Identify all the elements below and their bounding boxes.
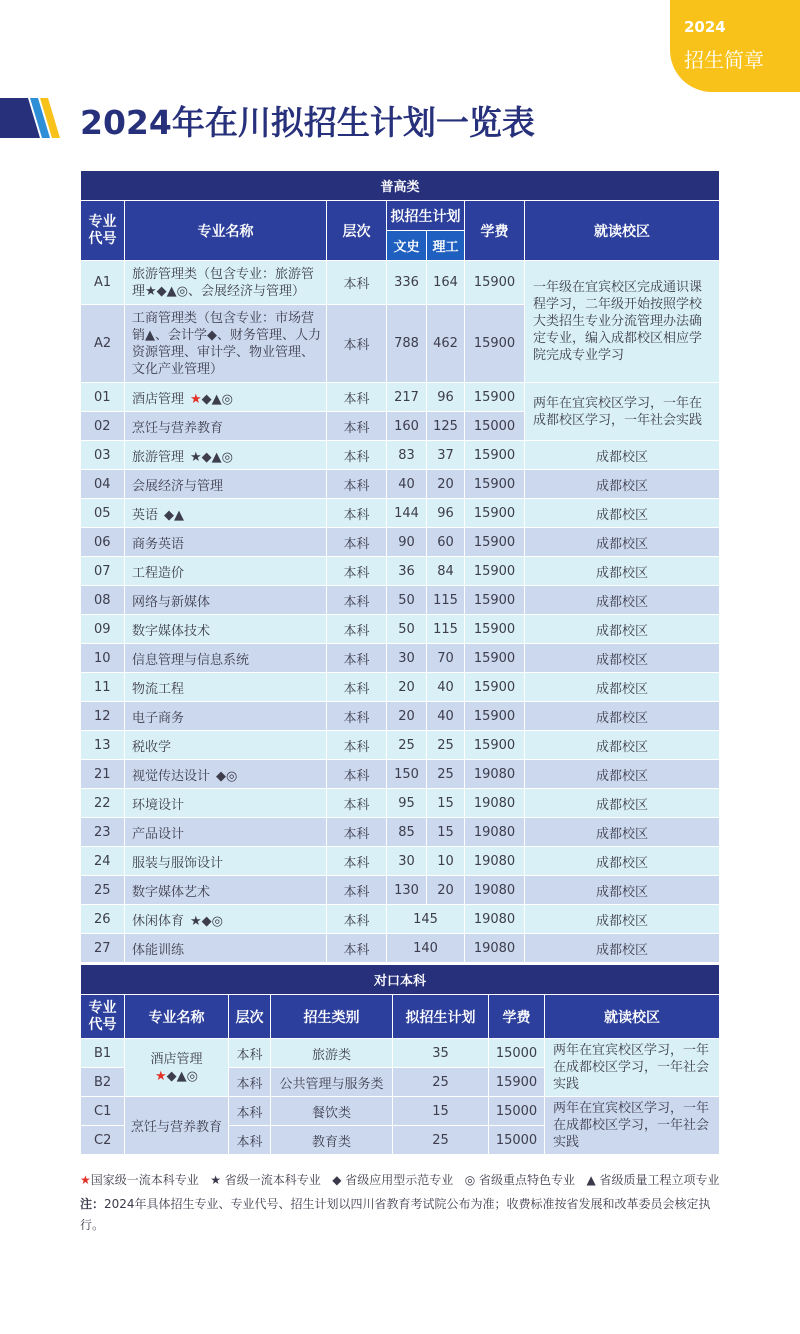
arts-cell: 788 [387,305,427,383]
fee-cell: 15900 [465,441,525,470]
major-marks: ★◆▲◎ [190,449,234,465]
name-cell [125,644,327,673]
table-row [81,847,720,876]
section-title: 普高类 [81,171,720,201]
science-cell: 96 [427,383,465,412]
arts-cell: 336 [387,261,427,305]
plan-cell: 25 [393,1068,489,1097]
major-name: 体能训练 [132,942,185,958]
science-cell: 25 [427,760,465,789]
footnote-text: 2024年具体招生专业、专业代号、招生计划以四川省教育考试院公布为准；收费标准按省发展和改革委员会核定执行。 [80,1197,711,1232]
fee-cell: 19080 [465,905,525,934]
fee-cell: 19080 [465,789,525,818]
code-cell: 07 [81,557,125,586]
campus-cell: 成都校区 [525,644,720,673]
name-cell [125,528,327,557]
page-title: 2024年在川拟招生计划一览表 [80,103,535,142]
level-cell: 本科 [327,847,387,876]
table-row [81,702,720,731]
fee-cell: 15900 [465,528,525,557]
name-cell [125,934,327,963]
code-cell: B2 [81,1068,125,1097]
table-row [81,644,720,673]
national-star-icon: ★ [80,1173,91,1187]
major-name: 网络与新媒体 [132,594,211,610]
fee-cell: 15900 [465,499,525,528]
fee-cell: 15900 [465,586,525,615]
science-cell: 20 [427,470,465,499]
vocational-admission-table [80,964,720,1155]
fee-cell: 15000 [465,412,525,441]
name-cell [125,731,327,760]
header-category: 招生类别 [271,995,393,1039]
table-row [81,731,720,760]
table-row [81,615,720,644]
header-campus: 就读校区 [525,201,720,261]
major-name: 数字媒体技术 [132,623,211,639]
code-cell: 12 [81,702,125,731]
arts-cell: 50 [387,615,427,644]
header-code: 专业代号 [81,201,125,261]
level-cell: 本科 [229,1126,271,1155]
code-cell: A2 [81,305,125,383]
arts-cell: 130 [387,876,427,905]
header-level: 层次 [327,201,387,261]
major-name: 服装与服饰设计 [132,855,224,871]
header-name: 专业名称 [125,201,327,261]
general-admission-table [80,170,720,963]
name-cell [125,818,327,847]
legend [80,1171,730,1188]
plan-cell: 15 [393,1097,489,1126]
major-name: 数字媒体艺术 [132,884,211,900]
science-cell: 115 [427,586,465,615]
header-plan: 拟招生计划 [387,201,465,231]
code-cell: 05 [81,499,125,528]
fee-cell: 15900 [465,644,525,673]
level-cell: 本科 [327,499,387,528]
code-cell: 01 [81,383,125,412]
major-name: 酒店管理 [150,1051,203,1067]
level-cell: 本科 [229,1068,271,1097]
name-cell [125,557,327,586]
table-header-row [81,995,720,1039]
fee-cell: 19080 [465,934,525,963]
code-cell: 25 [81,876,125,905]
arts-cell: 50 [387,586,427,615]
code-cell: A1 [81,261,125,305]
footnote-label: 注： [80,1197,105,1211]
science-cell: 40 [427,673,465,702]
plan-total-cell: 145 [387,905,465,934]
fee-cell: 15000 [489,1097,545,1126]
arts-cell: 20 [387,702,427,731]
campus-cell: 成都校区 [525,673,720,702]
major-name: 税收学 [132,739,172,755]
brand-year: 2024 [684,18,726,36]
header-level: 层次 [229,995,271,1039]
level-cell: 本科 [327,261,387,305]
fee-cell: 15000 [489,1039,545,1068]
major-marks: ★◆◎ [190,913,224,929]
code-cell: 24 [81,847,125,876]
level-cell: 本科 [327,934,387,963]
table-row [81,586,720,615]
level-cell: 本科 [327,731,387,760]
name-cell-group-c: 烹饪与营养教育 [125,1097,229,1155]
header-campus: 就读校区 [545,995,720,1039]
fee-cell: 19080 [465,847,525,876]
campus-cell-group-c: 两年在宜宾校区学习，一年在成都校区学习，一年社会实践 [545,1097,720,1155]
campus-cell-group-a: 一年级在宜宾校区完成通识课程学习，二年级开始按照学校大类招生专业分流管理办法确定专业，编入成都校区相应学院完成专业学习 [525,261,720,383]
arts-cell: 36 [387,557,427,586]
campus-cell: 成都校区 [525,818,720,847]
science-cell: 125 [427,412,465,441]
table-header-row [81,201,720,231]
name-cell [125,905,327,934]
national-star-icon: ★ [190,391,202,407]
level-cell: 本科 [229,1097,271,1126]
major-name: 工程造价 [132,565,185,581]
campus-cell: 成都校区 [525,499,720,528]
science-cell: 37 [427,441,465,470]
table-row [81,499,720,528]
title-stripes-decoration [0,98,60,138]
code-cell: 26 [81,905,125,934]
campus-cell: 成都校区 [525,441,720,470]
header-name: 专业名称 [125,995,229,1039]
table-row [81,528,720,557]
major-marks: ◆◎ [216,768,238,784]
code-cell: 21 [81,760,125,789]
major-name: 物流工程 [132,681,185,697]
category-cell: 教育类 [271,1126,393,1155]
footnote [80,1194,726,1236]
legend-item: ▲ 省级质量工程立项专业 [586,1173,720,1187]
major-name: 旅游管理 [132,449,185,465]
section-title: 对口本科 [81,965,720,995]
code-cell: 08 [81,586,125,615]
arts-cell: 25 [387,731,427,760]
level-cell: 本科 [327,586,387,615]
level-cell: 本科 [327,760,387,789]
arts-cell: 217 [387,383,427,412]
table-row [81,441,720,470]
campus-cell: 成都校区 [525,586,720,615]
legend-item: 国家级一流本科专业 [90,1173,199,1187]
campus-cell: 成都校区 [525,876,720,905]
name-cell [125,673,327,702]
legend-item: ◆ 省级应用型示范专业 [332,1173,454,1187]
name-cell [125,876,327,905]
plan-cell: 25 [393,1126,489,1155]
major-name: 英语 [132,507,159,523]
arts-cell: 30 [387,644,427,673]
name-cell [125,789,327,818]
name-cell [125,470,327,499]
arts-cell: 83 [387,441,427,470]
arts-cell: 150 [387,760,427,789]
science-cell: 10 [427,847,465,876]
campus-cell-group-b: 两年在宜宾校区学习，一年在成都校区学习，一年社会实践 [545,1039,720,1097]
brand-name: 招生简章 [684,48,764,72]
name-cell [125,412,327,441]
major-name: 电子商务 [132,710,185,726]
arts-cell: 30 [387,847,427,876]
code-cell: 09 [81,615,125,644]
level-cell: 本科 [327,557,387,586]
category-cell: 公共管理与服务类 [271,1068,393,1097]
major-name: 视觉传达设计 [132,768,211,784]
table-row [81,818,720,847]
major-name: 旅游管理类（包含专业：旅游管理★◆▲◎、会展经济与管理） [132,266,315,299]
name-cell [125,261,327,305]
campus-cell: 成都校区 [525,934,720,963]
major-name: 休闲体育 [132,913,185,929]
category-cell: 餐饮类 [271,1097,393,1126]
arts-cell: 20 [387,673,427,702]
plan-total-cell: 140 [387,934,465,963]
fee-cell: 15900 [465,615,525,644]
science-cell: 84 [427,557,465,586]
name-cell [125,760,327,789]
code-cell: C1 [81,1097,125,1126]
major-marks: ◆▲ [164,507,185,523]
name-cell [125,441,327,470]
name-cell [125,847,327,876]
fee-cell: 15900 [465,470,525,499]
level-cell: 本科 [327,702,387,731]
level-cell: 本科 [327,383,387,412]
name-cell-group-b [125,1039,229,1097]
national-star-icon: ★ [155,1068,167,1084]
arts-cell: 85 [387,818,427,847]
campus-cell: 成都校区 [525,789,720,818]
arts-cell: 144 [387,499,427,528]
science-cell: 60 [427,528,465,557]
name-cell [125,615,327,644]
header-fee: 学费 [465,201,525,261]
table-row [81,261,720,305]
science-cell: 462 [427,305,465,383]
major-name: 工商管理类（包含专业：市场营销▲、会计学◆、财务管理、人力资源管理、审计学、物业管理、文化产业管理） [132,310,321,377]
plan-cell: 35 [393,1039,489,1068]
table-row [81,905,720,934]
code-cell: 11 [81,673,125,702]
header-code: 专业代号 [81,995,125,1039]
major-name: 会展经济与管理 [132,478,224,494]
code-cell: 02 [81,412,125,441]
code-cell: B1 [81,1039,125,1068]
name-cell [125,586,327,615]
legend-item: ◎ 省级重点特色专业 [464,1173,576,1187]
code-cell: 23 [81,818,125,847]
brand-tab [670,0,800,92]
table-row [81,876,720,905]
code-cell: C2 [81,1126,125,1155]
major-name: 产品设计 [132,826,185,842]
science-cell: 164 [427,261,465,305]
science-cell: 70 [427,644,465,673]
campus-cell: 成都校区 [525,847,720,876]
code-cell: 22 [81,789,125,818]
campus-cell: 成都校区 [525,528,720,557]
level-cell: 本科 [327,644,387,673]
level-cell: 本科 [327,412,387,441]
science-cell: 20 [427,876,465,905]
section-header-row [81,965,720,995]
major-name: 环境设计 [132,797,185,813]
fee-cell: 19080 [465,876,525,905]
level-cell: 本科 [327,528,387,557]
fee-cell: 15900 [465,702,525,731]
level-cell: 本科 [327,615,387,644]
code-cell: 13 [81,731,125,760]
category-cell: 旅游类 [271,1039,393,1068]
table-row [81,1097,720,1126]
level-cell: 本科 [327,673,387,702]
table-row [81,470,720,499]
table-row [81,557,720,586]
table-row [81,760,720,789]
code-cell: 27 [81,934,125,963]
major-marks: ◆▲◎ [201,391,234,407]
table-row [81,789,720,818]
level-cell: 本科 [327,905,387,934]
fee-cell: 15900 [465,383,525,412]
fee-cell: 19080 [465,818,525,847]
major-name: 酒店管理 [132,391,185,407]
campus-cell: 成都校区 [525,470,720,499]
code-cell: 10 [81,644,125,673]
header-fee: 学费 [489,995,545,1039]
level-cell: 本科 [327,876,387,905]
level-cell: 本科 [327,305,387,383]
fee-cell: 15900 [465,673,525,702]
science-cell: 15 [427,818,465,847]
name-cell [125,383,327,412]
arts-cell: 90 [387,528,427,557]
code-cell: 06 [81,528,125,557]
campus-cell: 成都校区 [525,905,720,934]
header-plan: 拟招生计划 [393,995,489,1039]
fee-cell: 15000 [489,1126,545,1155]
major-name: 商务英语 [132,536,185,552]
campus-cell: 成都校区 [525,615,720,644]
science-cell: 15 [427,789,465,818]
table-row [81,673,720,702]
campus-cell: 成都校区 [525,760,720,789]
level-cell: 本科 [327,818,387,847]
level-cell: 本科 [327,441,387,470]
major-name: 信息管理与信息系统 [132,652,250,668]
name-cell [125,305,327,383]
fee-cell: 15900 [465,731,525,760]
arts-cell: 160 [387,412,427,441]
table-row [81,1039,720,1068]
fee-cell: 15900 [489,1068,545,1097]
science-cell: 25 [427,731,465,760]
campus-cell-group-b: 两年在宜宾校区学习，一年在成都校区学习，一年社会实践 [525,383,720,441]
major-marks: ◆▲◎ [166,1068,198,1084]
level-cell: 本科 [327,470,387,499]
fee-cell: 15900 [465,557,525,586]
campus-cell: 成都校区 [525,702,720,731]
level-cell: 本科 [229,1039,271,1068]
table-row [81,383,720,412]
level-cell: 本科 [327,789,387,818]
major-name: 烹饪与营养教育 [132,420,224,436]
name-cell [125,702,327,731]
section-header-row [81,171,720,201]
header-science: 理工 [427,231,465,261]
code-cell: 04 [81,470,125,499]
header-arts: 文史 [387,231,427,261]
fee-cell: 15900 [465,261,525,305]
science-cell: 115 [427,615,465,644]
code-cell: 03 [81,441,125,470]
name-cell [125,499,327,528]
fee-cell: 19080 [465,760,525,789]
arts-cell: 95 [387,789,427,818]
fee-cell: 15900 [465,305,525,383]
science-cell: 96 [427,499,465,528]
campus-cell: 成都校区 [525,731,720,760]
legend-item: ★ 省级一流本科专业 [210,1173,321,1187]
campus-cell: 成都校区 [525,557,720,586]
science-cell: 40 [427,702,465,731]
table-row [81,934,720,963]
arts-cell: 40 [387,470,427,499]
